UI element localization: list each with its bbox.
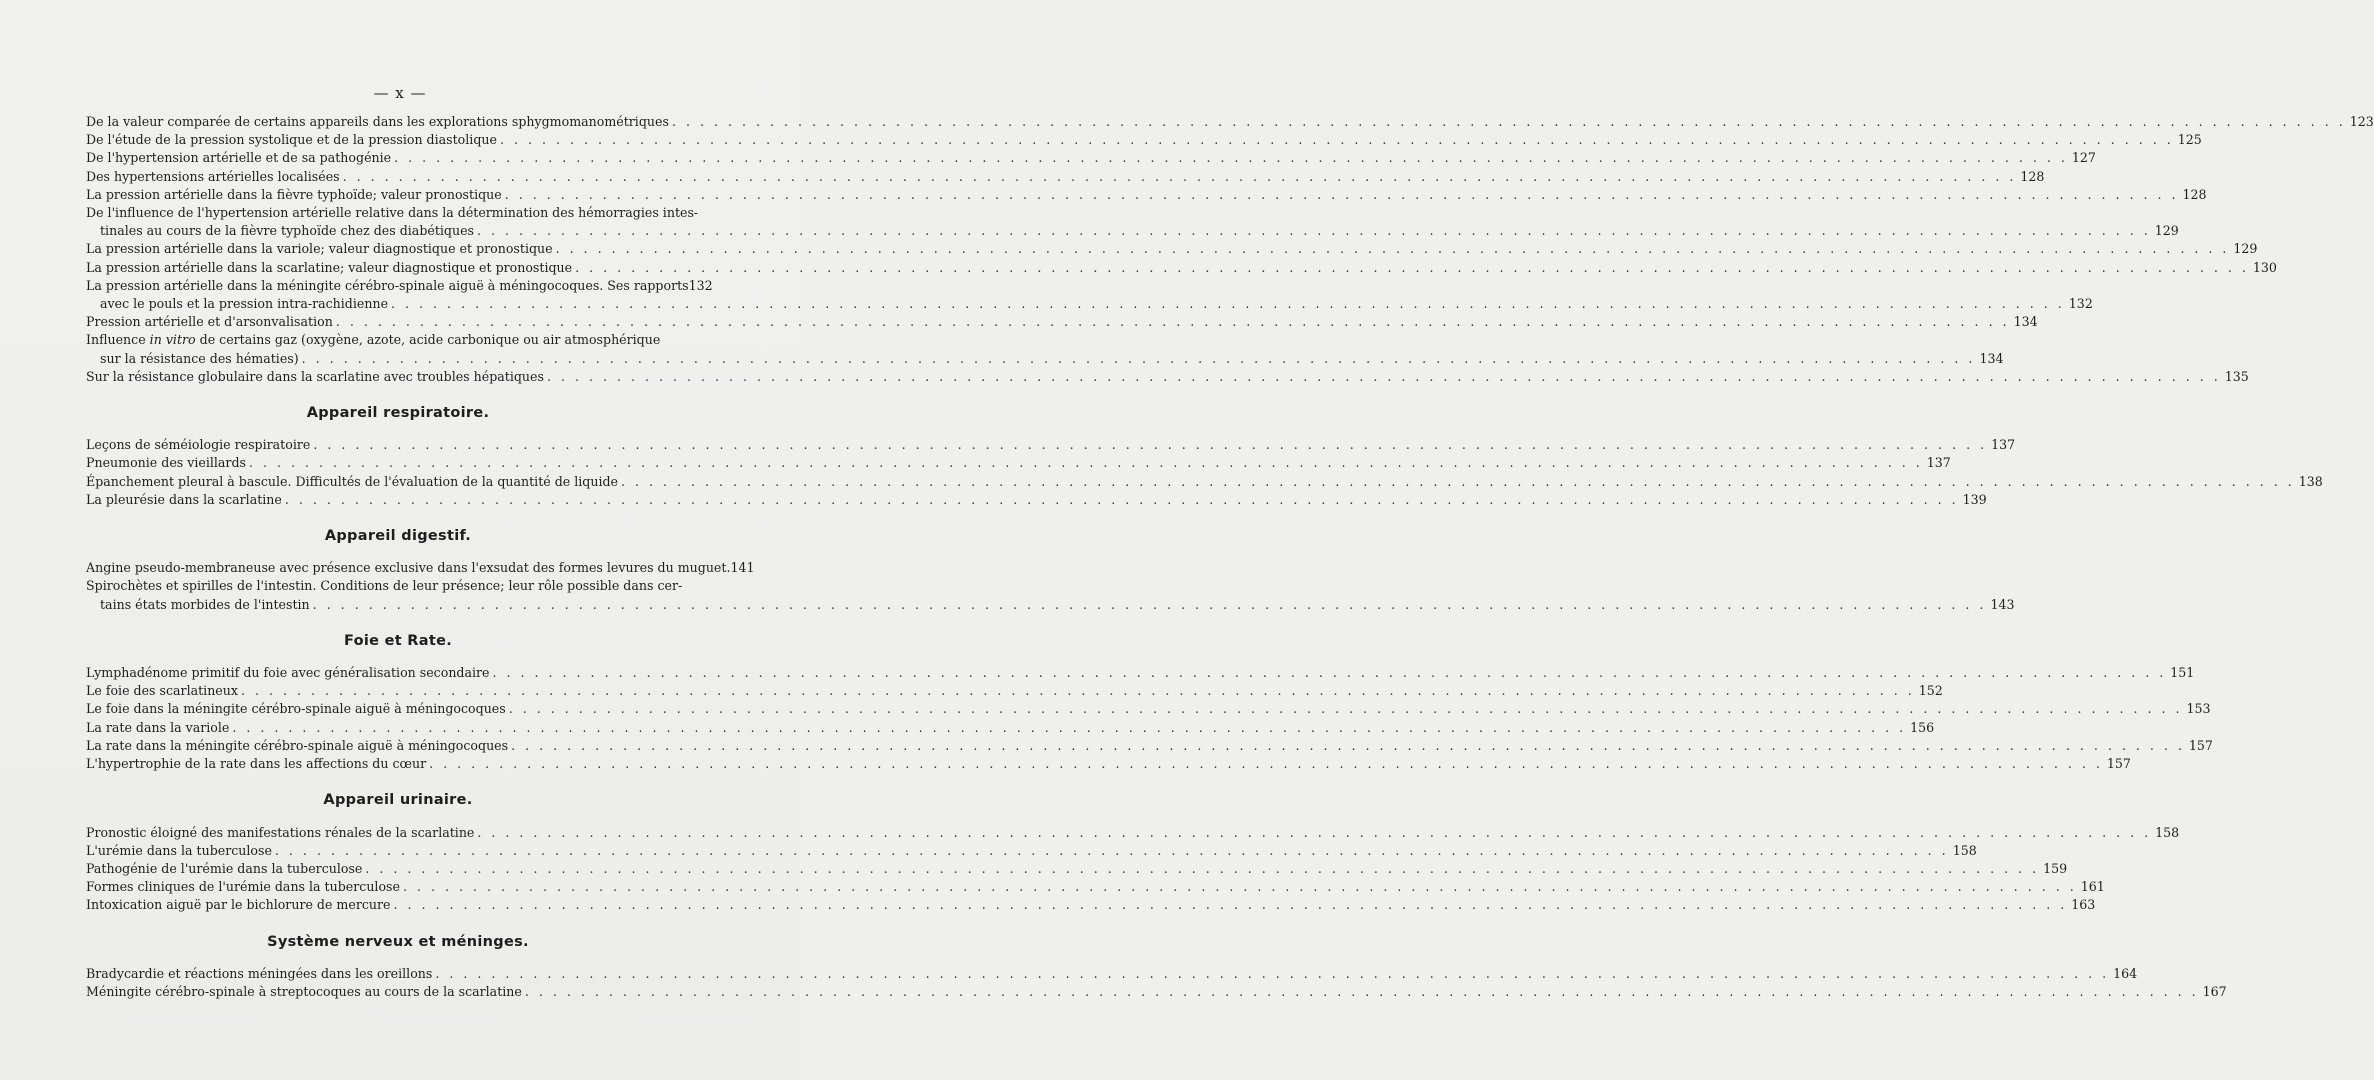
entry-title: Sur la résistance globulaire dans la scarlatine avec troubles hépatiques: [86, 368, 544, 384]
entry-title: De l'étude de la pression systolique et de la pression diastolique: [86, 132, 497, 148]
page-number: 132: [688, 277, 713, 293]
entry-title: La pression artérielle dans la scarlatine; valeur diagnostique et pronostique: [86, 259, 573, 275]
dot-leader: . . . . . . . . . . . . . . . . . . . . . . . . . . . . . . . . . . . . . . . . . . . . . . . . . . . . . . . . . . . . . . . . . . . . . . . . . . . . . . . . . . . . . . . . . . . . . . . . . . . . . . . . . . . . . . . . . . . . . . . .: [492, 665, 2167, 681]
entry-title: Lymphadénome primitif du foie avec généralisation secondaire: [86, 665, 490, 681]
toc-entry: [86, 896, 2096, 914]
page-number: 163: [2071, 897, 2096, 913]
toc-entry: [86, 983, 2227, 1001]
dot-leader: . . . . . . . . . . . . . . . . . . . . . . . . . . . . . . . . . . . . . . . . . . . . . . . . . . . . . . . . . . . . . . . . . . . . . . . . . . . . . . . . . . . . . . . . . . . . . . . . . . . . . . . . . . . . . . . . . . . . . . . .: [402, 879, 2077, 895]
dot-leader: . . . . . . . . . . . . . . . . . . . . . . . . . . . . . . . . . . . . . . . . . . . . . . . . . . . . . . . . . . . . . . . . . . . . . . . . . . . . . . . . . . . . . . . . . . . . . . . . . . . . . . . . . . . . . . . . . . . . . . . .: [342, 168, 2017, 184]
toc-entry: [86, 454, 1951, 472]
section-heading: Foie et Rate.: [343, 632, 453, 649]
entry-title: Des hypertensions artérielles localisées: [86, 168, 340, 184]
toc-entry: [86, 149, 2096, 167]
entry-title: Influence in vitro de certains gaz (oxygène, azote, acide carbonique ou air atmosphérique: [86, 332, 661, 348]
dot-leader: . . . . . . . . . . . . . . . . . . . . . . . . . . . . . . . . . . . . . . . . . . . . . . . . . . . . . . . . . . . . . . . . . . . . . . . . . . . . . . . . . . . . . . . . . . . . . . . . . . . . . . . . . . . . . . . . . . . . . . . .: [524, 983, 2199, 999]
dot-leader: . . . . . . . . . . . . . . . . . . . . . . . . . . . . . . . . . . . . . . . . . . . . . . . . . . . . . . . . . . . . . . . . . . . . . . . . . . . . . . . . . . . . . . . . . . . . . . . . . . . . . . . . . . . . . . . . . . . . . . . .: [232, 719, 1907, 735]
entry-title: Pathogénie de l'urémie dans la tuberculose: [86, 860, 363, 876]
section-heading: Appareil digestif.: [324, 528, 472, 545]
entry-title: Le foie des scarlatineux: [86, 683, 238, 699]
page-number: 158: [2155, 824, 2180, 840]
toc-entry: [86, 240, 2258, 258]
toc-entry: [86, 559, 755, 577]
page-number: 141: [730, 560, 755, 576]
entry-title: L'urémie dans la tuberculose: [86, 842, 272, 858]
entry-title: Pression artérielle et d'arsonvalisation: [86, 314, 333, 330]
entry-title: Leçons de séméiologie respiratoire: [86, 437, 311, 453]
page-number: 127: [2071, 150, 2096, 166]
section-heading: Appareil respiratoire.: [306, 405, 490, 422]
page-number: 137: [1926, 455, 1951, 471]
dot-leader: . . . . . . . . . . . . . . . . . . . . . . . . . . . . . . . . . . . . . . . . . . . . . . . . . . . . . . . . . . . . . . . . . . . . . . . . . . . . . . . . . . . . . . . . . . . . . . . . . . . . . . . . . . . . . . . . . . . . . . . .: [575, 259, 2249, 275]
dot-leader: . . . . . . . . . . . . . . . . . . . . . . . . . . . . . . . . . . . . . . . . . . . . . . . . . . . . . . . . . . . . . . . . . . . . . . . . . . . . . . . . . . . . . . . . . . . . . . . . . . . . . . . . . . . . . . . . . . . . . . . .: [301, 350, 1976, 366]
page-number: 123: [2349, 114, 2374, 129]
page-number: 167: [2202, 983, 2227, 999]
page-number: 128: [2020, 168, 2045, 184]
toc-entry: [86, 700, 2211, 718]
toc-entry: [86, 168, 2045, 186]
page-number: 128: [2182, 186, 2207, 202]
page-number: 159: [2043, 860, 2068, 876]
entry-title: De l'hypertension artérielle et de sa pathogénie: [86, 150, 392, 166]
entry-title: Bradycardie et réactions méningées dans les oreillons: [86, 965, 433, 981]
toc-entry: [86, 842, 1977, 860]
toc-entry: [86, 186, 2207, 204]
entry-title: L'hypertrophie de la rate dans les affections du cœur: [86, 756, 427, 772]
toc-entry: [86, 878, 2105, 896]
entry-title: Pronostic éloigné des manifestations rénales de la scarlatine: [86, 824, 475, 840]
page-number: 152: [1918, 683, 1943, 699]
toc-entry: [86, 577, 2015, 613]
dot-leader: . . . . . . . . . . . . . . . . . . . . . . . . . . . . . . . . . . . . . . . . . . . . . . . . . . . . . . . . . . . . . . . . . . . . . . . . . . . . . . . . . . . . . . . . . . . . . . . . . . . . . . . . . . . . . . . . . . . . . . . .: [477, 223, 2151, 239]
page-number: 153: [2186, 701, 2211, 717]
entry-title: Épanchement pleural à bascule. Difficultés de l'évaluation de la quantité de liquide: [86, 473, 618, 489]
toc-entry: [86, 965, 2138, 983]
page-number: 125: [2177, 132, 2202, 148]
dot-leader: . . . . . . . . . . . . . . . . . . . . . . . . . . . . . . . . . . . . . . . . . . . . . . . . . . . . . . . . . . . . . . . . . . . . . . . . . . . . . . . . . . . . . . . . . . . . . . . . . . . . . . . . . . . . . . . . . . . . . . . .: [393, 897, 2068, 913]
dot-leader: . . . . . . . . . . . . . . . . . . . . . . . . . . . . . . . . . . . . . . . . . . . . . . . . . . . . . . . . . . . . . . . . . . . . . . . . . . . . . . . . . . . . . . . . . . . . . . . . . . . . . . . . . . . . . . . . . . . . . . . .: [248, 455, 1923, 471]
entry-title: La pression artérielle dans la méningite cérébro-spinale aiguë à méningocoques. Ses rapports: [86, 277, 689, 293]
dot-leader: . . . . . . . . . . . . . . . . . . . . . . . . . . . . . . . . . . . . . . . . . . . . . . . . . . . . . . . . . . . . . . . . . . . . . . . . . . . . . . . . . . . . . . . . . . . . . . . . . . . . . . . . . . . . . . . . . . . . . . . .: [312, 596, 1987, 612]
table-of-contents: [86, 113, 2374, 1001]
dot-leader: . . . . . . . . . . . . . . . . . . . . . . . . . . . . . . . . . . . . . . . . . . . . . . . . . . . . . . . . . . . . . . . . . . . . . . . . . . . . . . . . . . . . . . . . . . . . . . . . . . . . . . . . . . . . . . . . . . . . . . . .: [508, 701, 2183, 717]
entry-title: Intoxication aiguë par le bichlorure de mercure: [86, 897, 391, 913]
page-number: 139: [1962, 491, 1987, 507]
dot-leader: . . . . . . . . . . . . . . . . . . . . . . . . . . . . . . . . . . . . . . . . . . . . . . . . . . . . . . . . . . . . . . . . . . . . . . . . . . . . . . . . . . . . . . . . . . . . . . . . . . . . . . . . . . . . . . . . . . . . . . . .: [499, 132, 2174, 148]
toc-entry: [86, 113, 2374, 131]
toc-entry: [86, 259, 2277, 277]
dot-leader: . . . . . . . . . . . . . . . . . . . . . . . . . . . . . . . . . . . . . . . . . . . . . . . . . . . . . . . . . . . . . . . . . . . . . . . . . . . . . . . . . . . . . . . . . . . . . . . . . . . . . . . . . . . . . . . . . . . . . . . .: [511, 737, 2185, 753]
toc-entry: [86, 719, 1935, 737]
toc-entry: [86, 277, 2093, 313]
toc-entry: [86, 860, 2068, 878]
page-number: 134: [1979, 350, 2004, 366]
entry-title-continued: avec le pouls et la pression intra-rachidienne: [100, 296, 389, 312]
entry-title: De la valeur comparée de certains appareils dans les explorations sphygmomanométriques: [86, 114, 669, 129]
dot-leader: . . . . . . . . . . . . . . . . . . . . . . . . . . . . . . . . . . . . . . . . . . . . . . . . . . . . . . . . . . . . . . . . . . . . . . . . . . . . . . . . . . . . . . . . . . . . . . . . . . . . . . . . . . . . . . . . . . . . . . . .: [394, 150, 2068, 166]
toc-entry: [86, 491, 1987, 509]
page-folio: — x —: [373, 84, 427, 102]
toc-entry: [86, 313, 2038, 331]
entry-title: Formes cliniques de l'urémie dans la tuberculose: [86, 879, 400, 895]
section-heading: Appareil urinaire.: [323, 792, 473, 809]
toc-entry: [86, 755, 2131, 773]
page-number: 143: [1990, 596, 2015, 612]
page-number: 135: [2224, 368, 2249, 384]
toc-entry: [86, 204, 2179, 240]
page-number: 164: [2113, 965, 2138, 981]
page-number: 129: [2233, 241, 2258, 257]
dot-leader: . . . . . . . . . . . . . . . . . . . . . . . . . . . . . . . . . . . . . . . . . . . . . . . . . . . . . . . . . . . . . . . . . . . . . . . . . . . . . . . . . . . . . . . . . . . . . . . . . . . . . . . . . . . . . . . . . . . . . . . .: [365, 860, 2040, 876]
entry-title: La rate dans la méningite cérébro-spinale aiguë à méningocoques: [86, 737, 509, 753]
entry-title: Pneumonie des vieillards: [86, 455, 246, 471]
entry-title: La rate dans la variole: [86, 719, 230, 735]
entry-title: La pression artérielle dans la fièvre typhoïde; valeur pronostique: [86, 186, 502, 202]
dot-leader: . . . . . . . . . . . . . . . . . . . . . . . . . . . . . . . . . . . . . . . . . . . . . . . . . . . . . . . . . . . . . . . . . . . . . . . . . . . . . . . . . . . . . . . . . . . . . . . . . . . . . . . . . . . . . . . . . . . . . . . .: [335, 314, 2010, 330]
page-number: 157: [2106, 756, 2131, 772]
italic-term: in vitro: [149, 332, 196, 348]
entry-title-continued: tinales au cours de la fièvre typhoïde chez des diabétiques: [100, 223, 475, 239]
page-number: 137: [1991, 437, 2016, 453]
page-number: 129: [2154, 223, 2179, 239]
entry-title: La pression artérielle dans la variole; valeur diagnostique et pronostique: [86, 241, 553, 257]
entry-title: Angine pseudo-membraneuse avec présence exclusive dans l'exsudat des formes levures du muguet.: [86, 560, 731, 576]
entry-title: De l'influence de l'hypertension artérielle relative dans la détermination des hémorragies intes-: [86, 205, 699, 221]
page-number: 138: [2298, 473, 2323, 489]
entry-title: Spirochètes et spirilles de l'intestin. Conditions de leur présence; leur rôle possible dans cer-: [86, 578, 683, 594]
page-number: 161: [2080, 879, 2105, 895]
toc-entry: [86, 131, 2202, 149]
dot-leader: . . . . . . . . . . . . . . . . . . . . . . . . . . . . . . . . . . . . . . . . . . . . . . . . . . . . . . . . . . . . . . . . . . . . . . . . . . . . . . . . . . . . . . . . . . . . . . . . . . . . . . . . . . . . . . . . . . . . . . . .: [391, 296, 2065, 312]
dot-leader: . . . . . . . . . . . . . . . . . . . . . . . . . . . . . . . . . . . . . . . . . . . . . . . . . . . . . . . . . . . . . . . . . . . . . . . . . . . . . . . . . . . . . . . . . . . . . . . . . . . . . . . . . . . . . . . . . . . . . . . .: [555, 241, 2230, 257]
dot-leader: . . . . . . . . . . . . . . . . . . . . . . . . . . . . . . . . . . . . . . . . . . . . . . . . . . . . . . . . . . . . . . . . . . . . . . . . . . . . . . . . . . . . . . . . . . . . . . . . . . . . . . . . . . . . . . . . . . . . . . . .: [313, 437, 1988, 453]
page-number: 158: [1952, 842, 1977, 858]
entry-title: La pleurésie dans la scarlatine: [86, 491, 282, 507]
dot-leader: . . . . . . . . . . . . . . . . . . . . . . . . . . . . . . . . . . . . . . . . . . . . . . . . . . . . . . . . . . . . . . . . . . . . . . . . . . . . . . . . . . . . . . . . . . . . . . . . . . . . . . . . . . . . . . . . . . . . . . . .: [671, 114, 2346, 129]
dot-leader: . . . . . . . . . . . . . . . . . . . . . . . . . . . . . . . . . . . . . . . . . . . . . . . . . . . . . . . . . . . . . . . . . . . . . . . . . . . . . . . . . . . . . . . . . . . . . . . . . . . . . . . . . . . . . . . . . . . . . . . .: [435, 965, 2110, 981]
page-number: 134: [2013, 314, 2038, 330]
page-number: 130: [2252, 259, 2277, 275]
toc-entry: [86, 664, 2195, 682]
section-heading: Système nerveux et méninges.: [267, 933, 529, 950]
page-number: 151: [2170, 665, 2195, 681]
dot-leader: . . . . . . . . . . . . . . . . . . . . . . . . . . . . . . . . . . . . . . . . . . . . . . . . . . . . . . . . . . . . . . . . . . . . . . . . . . . . . . . . . . . . . . . . . . . . . . . . . . . . . . . . . . . . . . . . . . . . . . . .: [477, 824, 2152, 840]
entry-title: Méningite cérébro-spinale à streptocoques au cours de la scarlatine: [86, 983, 522, 999]
page-number: 156: [1910, 719, 1935, 735]
toc-entry: [86, 737, 2213, 755]
page-number: 132: [2068, 296, 2093, 312]
dot-leader: . . . . . . . . . . . . . . . . . . . . . . . . . . . . . . . . . . . . . . . . . . . . . . . . . . . . . . . . . . . . . . . . . . . . . . . . . . . . . . . . . . . . . . . . . . . . . . . . . . . . . . . . . . . . . . . . . . . . . . . .: [504, 186, 2179, 202]
dot-leader: . . . . . . . . . . . . . . . . . . . . . . . . . . . . . . . . . . . . . . . . . . . . . . . . . . . . . . . . . . . . . . . . . . . . . . . . . . . . . . . . . . . . . . . . . . . . . . . . . . . . . . . . . . . . . . . . . . . . . . . .: [621, 473, 2295, 489]
dot-leader: . . . . . . . . . . . . . . . . . . . . . . . . . . . . . . . . . . . . . . . . . . . . . . . . . . . . . . . . . . . . . . . . . . . . . . . . . . . . . . . . . . . . . . . . . . . . . . . . . . . . . . . . . . . . . . . . . . . . . . . .: [546, 368, 2221, 384]
entry-title-continued: tains états morbides de l'intestin: [100, 596, 310, 612]
dot-leader: . . . . . . . . . . . . . . . . . . . . . . . . . . . . . . . . . . . . . . . . . . . . . . . . . . . . . . . . . . . . . . . . . . . . . . . . . . . . . . . . . . . . . . . . . . . . . . . . . . . . . . . . . . . . . . . . . . . . . . . .: [240, 683, 1915, 699]
toc-entry: [86, 473, 2323, 491]
entry-title-continued: sur la résistance des hématies): [100, 350, 299, 366]
entry-title: Le foie dans la méningite cérébro-spinale aiguë à méningocoques: [86, 701, 506, 717]
toc-entry: [86, 682, 1943, 700]
dot-leader: . . . . . . . . . . . . . . . . . . . . . . . . . . . . . . . . . . . . . . . . . . . . . . . . . . . . . . . . . . . . . . . . . . . . . . . . . . . . . . . . . . . . . . . . . . . . . . . . . . . . . . . . . . . . . . . . . . . . . . . .: [429, 756, 2103, 772]
page-number: 157: [2188, 737, 2213, 753]
toc-entry: [86, 436, 2016, 454]
dot-leader: . . . . . . . . . . . . . . . . . . . . . . . . . . . . . . . . . . . . . . . . . . . . . . . . . . . . . . . . . . . . . . . . . . . . . . . . . . . . . . . . . . . . . . . . . . . . . . . . . . . . . . . . . . . . . . . . . . . . . . . .: [284, 491, 1959, 507]
toc-entry: [86, 824, 2180, 842]
toc-entry: [86, 331, 2004, 367]
dot-leader: . . . . . . . . . . . . . . . . . . . . . . . . . . . . . . . . . . . . . . . . . . . . . . . . . . . . . . . . . . . . . . . . . . . . . . . . . . . . . . . . . . . . . . . . . . . . . . . . . . . . . . . . . . . . . . . . . . . . . . . .: [274, 842, 1949, 858]
toc-entry: [86, 368, 2249, 386]
